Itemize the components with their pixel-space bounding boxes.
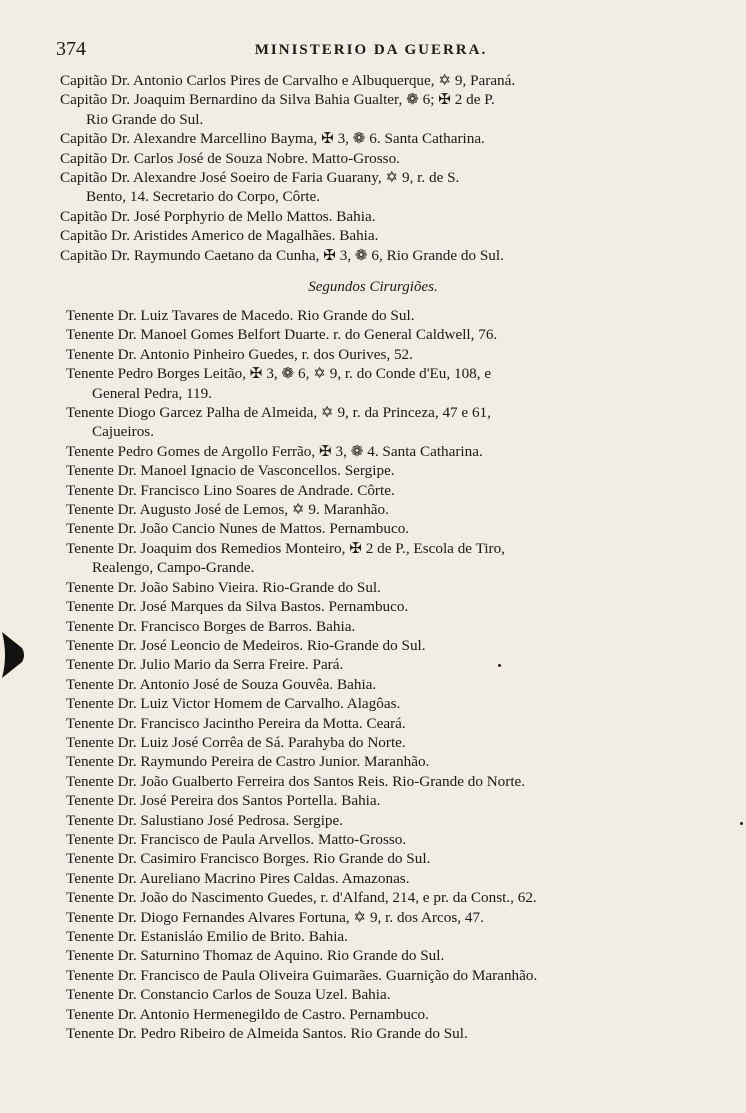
entry-line: Tenente Dr. Joaquim dos Remedios Monteiro, ✠ 2 de P., Escola de Tiro, [66, 539, 505, 557]
entry-line: Tenente Dr. Francisco de Paula Oliveira Guimarães. Guarnição do Maranhão. [66, 966, 538, 984]
entry-line: Capitão Dr. Joaquim Bernardino da Silva Bahia Gualter, ❁ 6; ✠ 2 de P. [60, 91, 495, 109]
entry-line: Tenente Dr. Francisco Jacintho Pereira da Motta. Ceará. [66, 714, 406, 732]
entry-line: Tenente Pedro Gomes de Argollo Ferrão, ✠ 3, ❁ 4. Santa Catharina. [66, 442, 483, 460]
entry-line: Capitão Dr. Antonio Carlos Pires de Carvalho e Albuquerque, ✡ 9, Paraná. [60, 72, 516, 89]
entry-line: Tenente Dr. Manoel Gomes Belfort Duarte. r. do General Caldwell, 76. [66, 326, 498, 344]
ink-speck [498, 664, 501, 667]
ink-speck [740, 822, 743, 825]
entry-line: Tenente Dr. Estanisláo Emilio de Brito. Bahia. [66, 928, 348, 945]
entry-line: Tenente Diogo Garcez Palha de Almeida, ✡ 9, r. da Princeza, 47 e 61, [66, 404, 491, 422]
page-header [56, 38, 686, 66]
section-title: Segundos Cirurgiões. [308, 279, 438, 295]
entry-line: Capitão Dr. Alexandre Marcellino Bayma, ✠ 3, ❁ 6. Santa Catharina. [60, 130, 485, 148]
entry-continuation-line: Realengo, Campo-Grande. [92, 559, 255, 577]
entry-line: Tenente Dr. Antonio Hermenegildo de Castro. Pernambuco. [66, 1005, 429, 1023]
entry-line: Tenente Dr. Julio Mario da Serra Freire. Pará. [66, 656, 344, 674]
entry-line: Tenente Dr. Francisco Lino Soares de Andrade. Côrte. [66, 481, 395, 499]
entry-line: Tenente Dr. Luiz José Corrêa de Sá. Parahyba do Norte. [66, 733, 406, 751]
entry-line: Tenente Dr. Luiz Victor Homem de Carvalho. Alagôas. [66, 695, 401, 713]
entry-line: Tenente Dr. Casimiro Francisco Borges. Rio Grande do Sul. [66, 850, 431, 868]
entry-line: Capitão Dr. Raymundo Caetano da Cunha, ✠ 3, ❁ 6, Rio Grande do Sul. [60, 246, 504, 264]
entry-line: Tenente Dr. Antonio José de Souza Gouvêa. Bahia. [66, 675, 377, 693]
entry-line: Tenente Dr. José Pereira dos Santos Portella. Bahia. [66, 792, 381, 810]
entry-line: Capitão Dr. Aristides Americo de Magalhães. Bahia. [60, 227, 379, 245]
entry-line: Tenente Dr. Aureliano Macrino Pires Caldas. Amazonas. [66, 869, 410, 887]
entry-continuation-line: Bento, 14. Secretario do Corpo, Côrte. [86, 188, 321, 206]
entry-line: Tenente Dr. Diogo Fernandes Alvares Fortuna, ✡ 9, r. dos Arcos, 47. [66, 908, 484, 926]
entry-line: Tenente Dr. Pedro Ribeiro de Almeida Santos. Rio Grande do Sul. [66, 1025, 468, 1043]
entry-line: Tenente Dr. Antonio Pinheiro Guedes, r. dos Ourives, 52. [66, 345, 413, 363]
page-tab-mark [0, 630, 26, 680]
entry-line: Tenente Dr. João Gualberto Ferreira dos Santos Reis. Rio-Grande do Norte. [66, 772, 526, 790]
entry-line: Tenente Dr. José Marques da Silva Bastos. Pernambuco. [66, 598, 409, 616]
entry-line: Tenente Dr. Constancio Carlos de Souza Uzel. Bahia. [66, 986, 391, 1004]
entry-line: Capitão Dr. Carlos José de Souza Nobre. Matto-Grosso. [60, 149, 400, 167]
tenente-list [0, 306, 746, 1043]
entry-line: Tenente Dr. João Sabino Vieira. Rio-Grande do Sul. [66, 578, 381, 596]
entry-continuation-line: Cajueiros. [92, 423, 155, 441]
entry-line: Tenente Dr. Luiz Tavares de Macedo. Rio Grande do Sul. [66, 307, 415, 324]
entry-line: Tenente Dr. Salustiano José Pedrosa. Sergipe. [66, 811, 344, 829]
entry-continuation-line: General Pedra, 119. [92, 384, 213, 402]
entry-line: Tenente Dr. Francisco Borges de Barros. Bahia. [66, 617, 356, 635]
capitao-list [0, 71, 746, 265]
entry-line: Capitão Dr. Alexandre José Soeiro de Faria Guarany, ✡ 9, r. de S. [60, 169, 460, 187]
page-number: 374 [56, 38, 86, 60]
entry-continuation-line: Rio Grande do Sul. [86, 110, 204, 128]
entry-line: Tenente Dr. Saturnino Thomaz de Aquino. Rio Grande do Sul. [66, 947, 445, 965]
entry-line: Tenente Dr. João do Nascimento Guedes, r. d'Alfand, 214, e pr. da Const., 62. [66, 889, 537, 907]
entry-line: Tenente Dr. Manoel Ignacio de Vasconcellos. Sergipe. [66, 462, 395, 480]
entry-line: Tenente Pedro Borges Leitão, ✠ 3, ❁ 6, ✡ 9, r. do Conde d'Eu, 108, e [66, 365, 492, 383]
entry-line: Tenente Dr. Francisco de Paula Arvellos. Matto-Grosso. [66, 830, 407, 848]
running-head: MINISTERIO DA GUERRA. [254, 42, 488, 58]
entry-line: Tenente Dr. João Cancio Nunes de Mattos. Pernambuco. [66, 520, 410, 538]
entry-line: Tenente Dr. José Leoncio de Medeiros. Rio-Grande do Sul. [66, 636, 426, 654]
entry-line: Tenente Dr. Raymundo Pereira de Castro Junior. Maranhão. [66, 753, 430, 771]
entry-line: Capitão Dr. José Porphyrio de Mello Mattos. Bahia. [60, 207, 376, 225]
entry-line: Tenente Dr. Augusto José de Lemos, ✡ 9. Maranhão. [66, 501, 389, 519]
